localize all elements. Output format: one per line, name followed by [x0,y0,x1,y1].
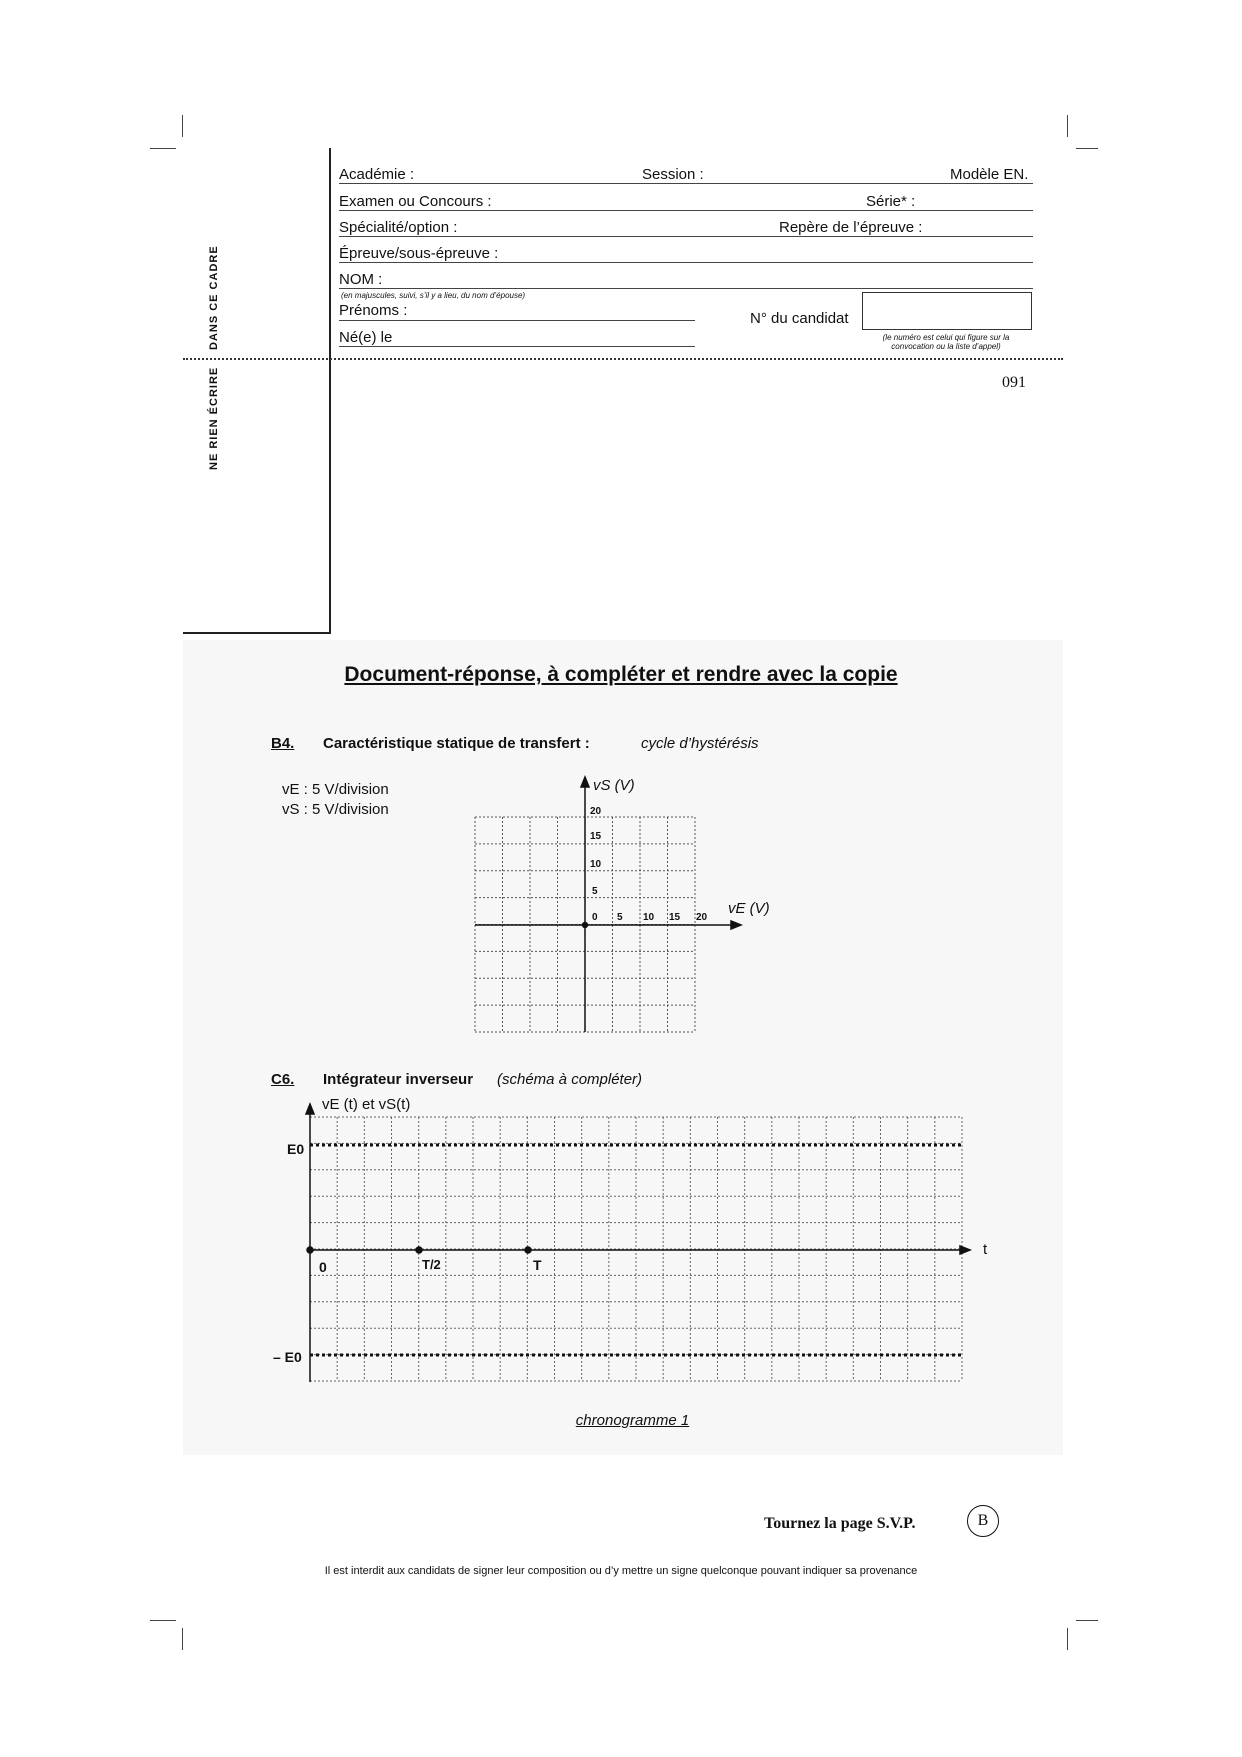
document-title: Document-réponse, à compléter et rendre avec la copie [344,663,898,686]
b4-label: B4. [271,735,295,752]
b4-axes [475,777,741,1032]
b4-y-tick: 5 [592,886,598,897]
page-code: 091 [1002,374,1026,391]
b4-title: Caractéristique statique de transfert : [323,735,590,752]
serie-label: Série* : [866,193,916,210]
sidebar-upper-text: DANS CE CADRE [208,245,220,350]
modele-label: Modèle EN. [950,166,1029,183]
examen-label: Examen ou Concours : [339,193,492,210]
b4-scale-ve: vE : 5 V/division [282,781,389,798]
b4-y-tick: 15 [590,831,602,842]
repere-label: Repère de l’épreuve : [779,219,923,236]
b4-y-tick: 20 [590,806,602,817]
c6-label: C6. [271,1071,295,1088]
b4-x-tick: 10 [643,912,655,923]
b4-x-tick: 15 [669,912,681,923]
c6-t-tick: 0 [319,1259,327,1275]
b4-x-axis-label: vE (V) [728,900,770,917]
c6-origin-dot [307,1247,313,1253]
nom-label: NOM : [339,271,383,288]
c6-t-tick: T [533,1257,542,1273]
b4-y-tick: 10 [590,859,602,870]
b4-scale-vs: vS : 5 V/division [282,801,389,818]
candidat-hint: (le numéro est celui qui figure sur la convocation ou la liste d’appel) [882,333,1010,351]
c6-y-arrow [306,1104,314,1114]
b4-x-tick: 0 [592,912,598,923]
turn-page-text: Tournez la page S.V.P. [764,1515,916,1532]
b4-x-arrow [731,921,741,929]
c6-e0-label: E0 [287,1141,305,1157]
sidebar-lower-text: NE RIEN ÉCRIRE [208,366,220,470]
nom-hint: (en majuscules, suivi, s’il y a lieu, du nom d’épouse) [341,291,526,300]
c6-half-period-dot [416,1247,422,1253]
c6-caption: chronogramme 1 [575,1412,690,1429]
b4-x-tick: 20 [696,912,708,923]
b4-y-arrow [581,777,589,787]
c6-title: Intégrateur inverseur [323,1071,474,1088]
b4-x-tick: 5 [617,912,623,923]
academie-label: Académie : [339,166,415,183]
candidat-label: N° du candidat [750,310,849,327]
c6-subtitle: (schéma à compléter) [497,1071,643,1088]
page-badge: B [967,1505,999,1537]
c6-t-arrow [960,1246,970,1254]
specialite-label: Spécialité/option : [339,219,458,236]
b4-y-axis-label: vS (V) [593,777,635,794]
c6-grid [310,1117,962,1381]
c6-t-axis-label: t [983,1241,988,1258]
b4-subtitle: cycle d’hystérésis [641,735,759,752]
b4-origin-dot [583,923,588,928]
epreuve-label: Épreuve/sous-épreuve : [339,245,499,262]
prenoms-label: Prénoms : [339,302,408,319]
c6-period-dot [525,1247,531,1253]
footer-notice: Il est interdit aux candidats de signer leur composition ou d’y mettre un signe quelconque pouvant indiquer sa provenance [324,1565,918,1577]
nee-label: Né(e) le [339,329,393,346]
c6-y-axis-label: vE (t) et vS(t) [322,1096,411,1113]
c6-t-tick: T/2 [422,1257,441,1272]
c6-neg-e0-label: – E0 [273,1349,302,1365]
session-label: Session : [642,166,704,183]
